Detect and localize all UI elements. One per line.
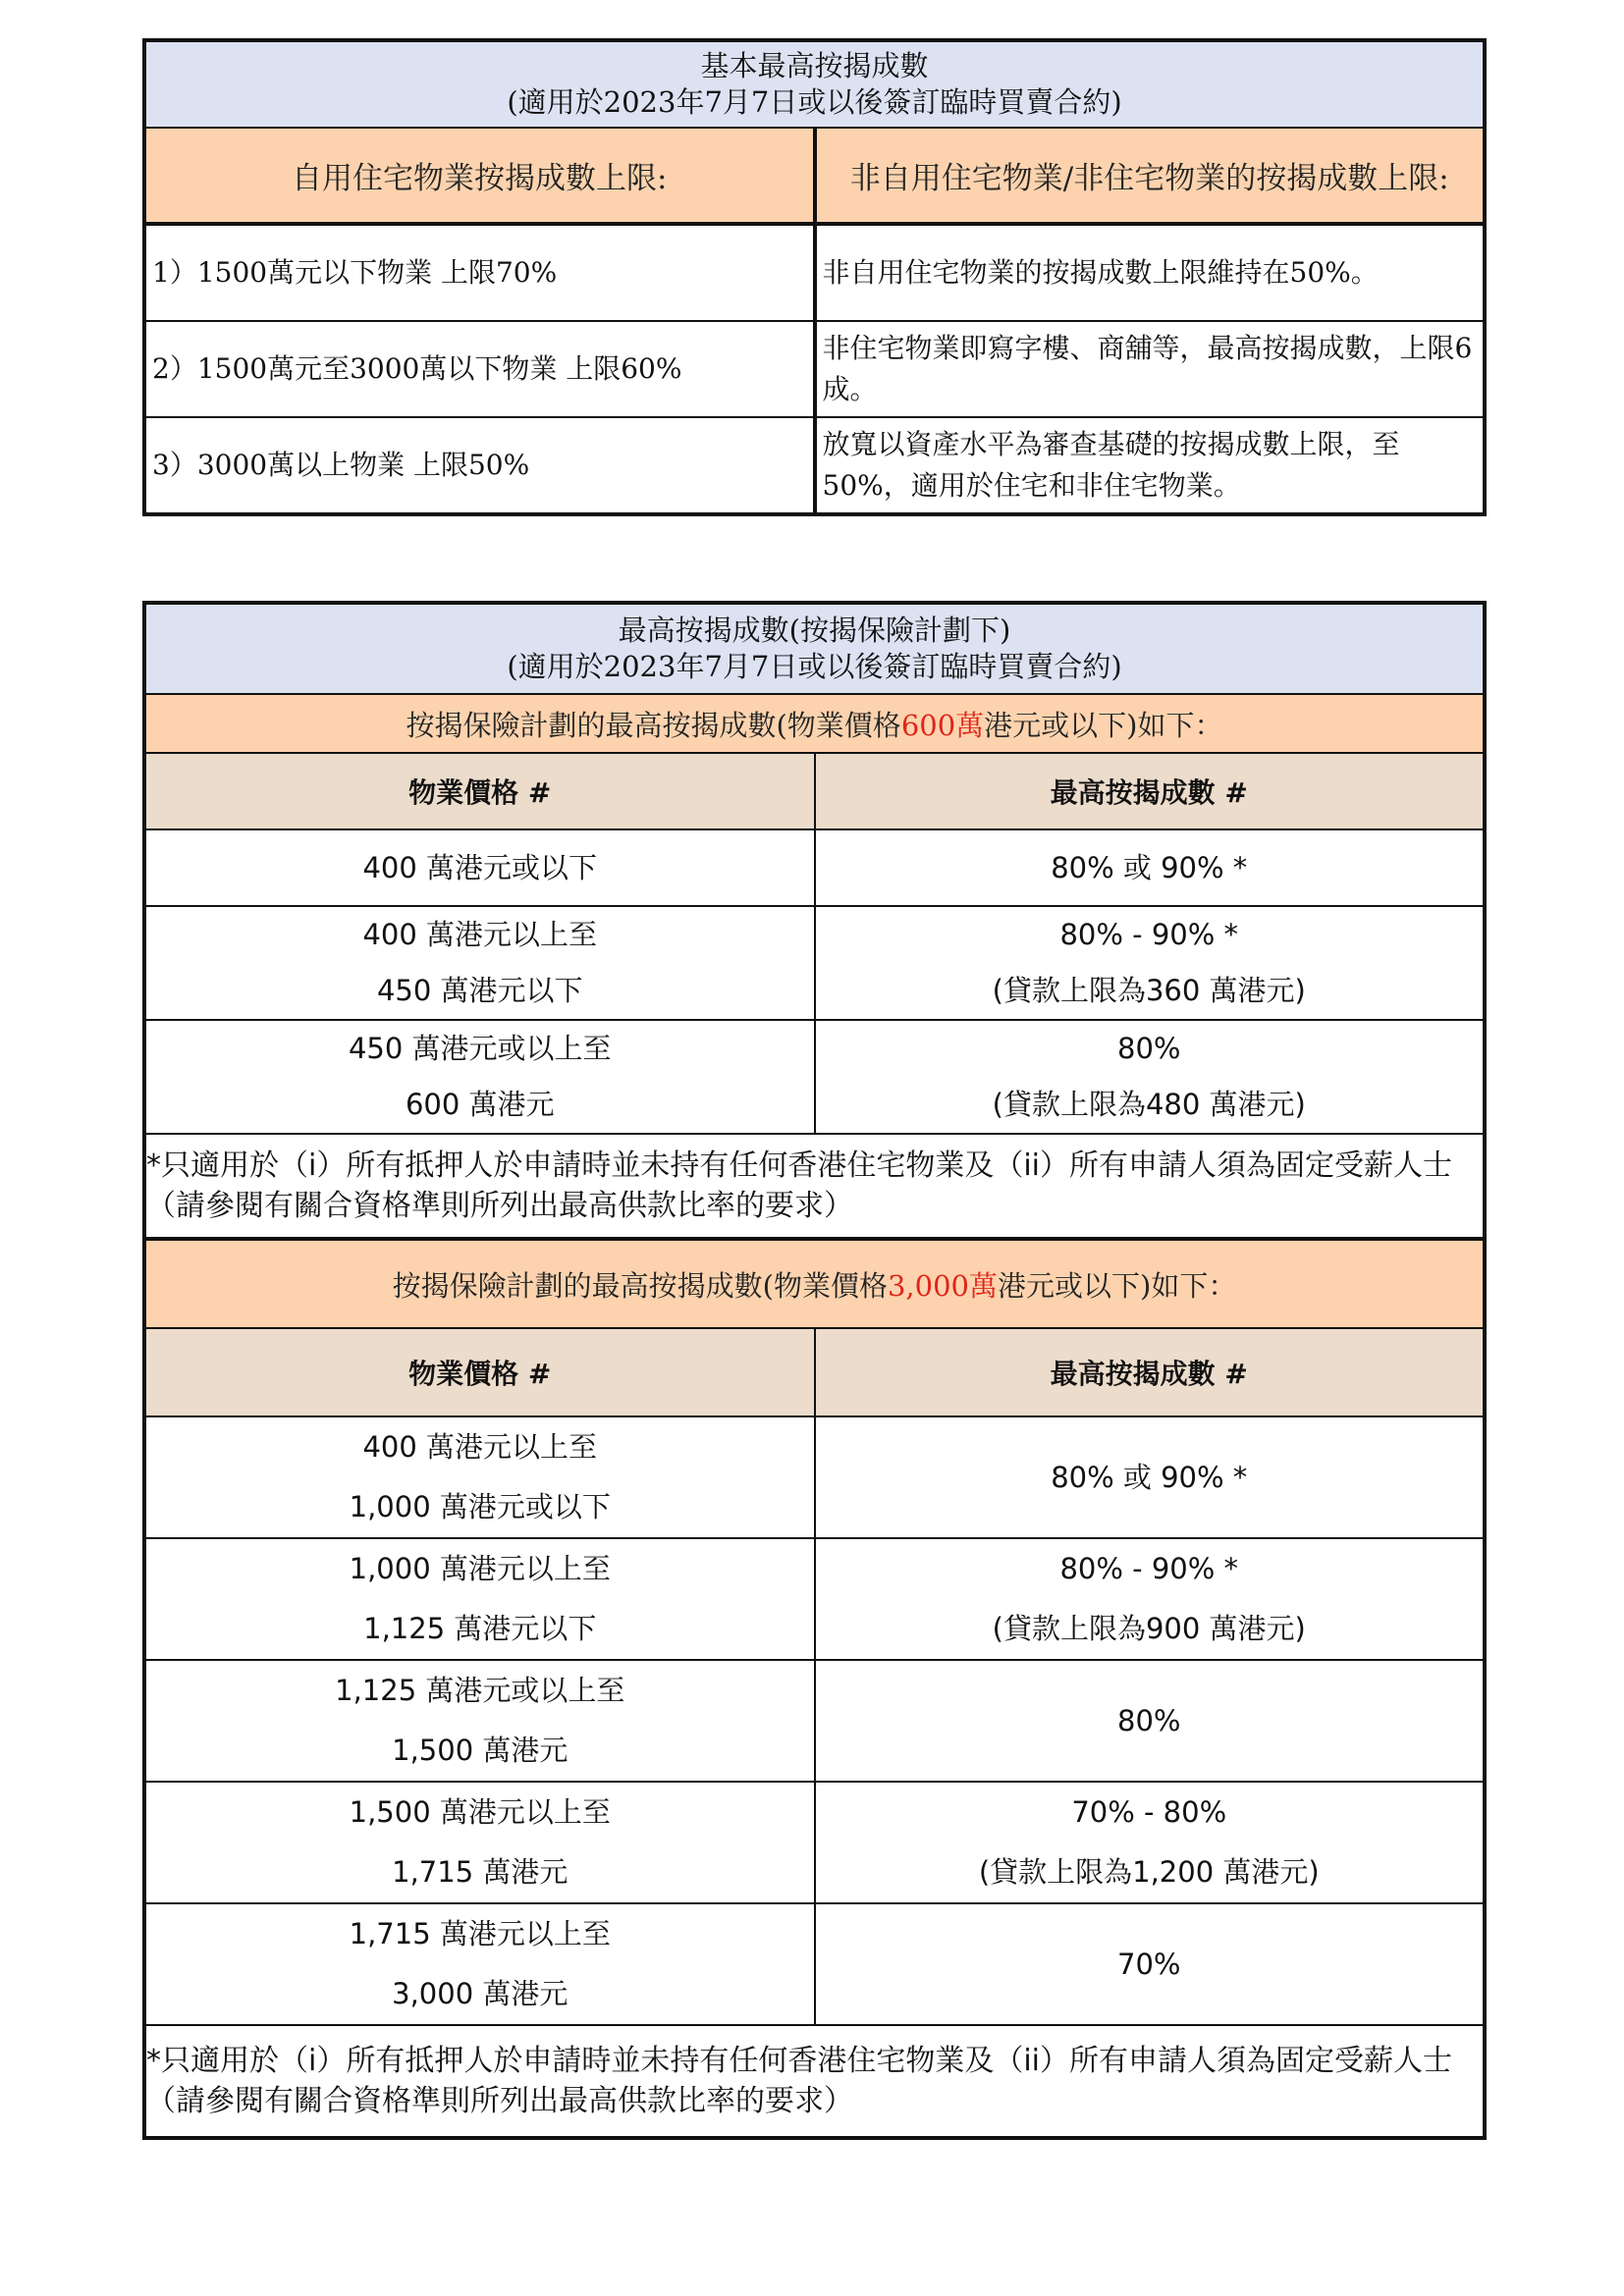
price-text: 1,715 萬港元以上至 xyxy=(349,1917,611,1950)
price-text: 400 萬港元以上至 xyxy=(362,1430,598,1464)
ratio-text: 80% 或 90% * xyxy=(1051,1460,1248,1494)
loan-cap-text: (貸款上限為1,200 萬港元) xyxy=(978,1855,1320,1889)
section2-row4-price xyxy=(144,1782,815,1903)
section2-col-price: 物業價格 # xyxy=(144,1328,815,1416)
section2-row1-price xyxy=(144,1416,815,1538)
section2-title-post: 港元或以下)如下： xyxy=(998,1268,1237,1303)
section1-footnote: *只適用於（i）所有抵押人於申請時並未持有任何香港住宅物業及（ii）所有申請人須為固定受薪人士（請參閱有關合資格準則所列出最高供款比率的要求） xyxy=(144,1134,1485,1239)
price-text: 3,000 萬港元 xyxy=(392,1977,568,2010)
price-text: 1,715 萬港元 xyxy=(392,1855,568,1889)
section2-footnote: *只適用於（i）所有抵押人於申請時並未持有任何香港住宅物業及（ii）所有申請人須為固定受薪人士 （請參閱有關合資格準則所列出最高供款比率的要求） xyxy=(144,2025,1485,2138)
price-text: 1,125 萬港元或以上至 xyxy=(335,1674,625,1707)
section2-row5-price xyxy=(144,1903,815,2025)
section1-col-price: 物業價格 # xyxy=(144,753,815,829)
basic-max-ltv-table xyxy=(142,38,1487,516)
section1-title-highlight: 600萬 xyxy=(900,708,985,742)
section2-row2-price xyxy=(144,1538,815,1660)
price-text: 1,000 萬港元或以下 xyxy=(349,1490,611,1523)
section2-row5-ratio xyxy=(815,1903,1486,2025)
ratio-text: 70% - 80% xyxy=(1071,1795,1227,1829)
section1-row2-ratio xyxy=(815,906,1486,1020)
price-text: 450 萬港元以下 xyxy=(376,974,583,1007)
section2-row3-ratio xyxy=(815,1660,1486,1782)
price-text: 400 萬港元或以下 xyxy=(362,850,598,884)
section1-row2-price xyxy=(144,906,815,1020)
section2-row2-ratio xyxy=(815,1538,1486,1660)
section2-row3-price xyxy=(144,1660,815,1782)
loan-cap-text: (貸款上限為480 萬港元) xyxy=(992,1088,1306,1121)
section2-title-highlight: 3,000萬 xyxy=(887,1268,999,1303)
ratio-text: 80% xyxy=(1117,1703,1181,1737)
loan-cap-text: (貸款上限為360 萬港元) xyxy=(992,974,1306,1007)
section2-title xyxy=(144,1239,1485,1328)
table2-title-cell xyxy=(144,603,1485,694)
non-owner-occupied-limit-2: 非住宅物業即寫字樓、商舖等，最高按揭成數，上限6成。 xyxy=(815,321,1486,417)
table2-subtitle: (適用於2023年7月7日或以後簽訂臨時買賣合約) xyxy=(507,650,1122,683)
price-text: 1,500 萬港元以上至 xyxy=(349,1795,611,1829)
owner-occupied-limit-2: 2）1500萬元至3000萬以下物業 上限60% xyxy=(144,321,815,417)
table1-title: 基本最高按揭成數 xyxy=(700,49,929,82)
ratio-text: 80% xyxy=(1117,1032,1181,1065)
price-text: 400 萬港元以上至 xyxy=(362,918,598,951)
owner-occupied-header: 自用住宅物業按揭成數上限: xyxy=(144,128,815,224)
price-text: 1,000 萬港元以上至 xyxy=(349,1552,611,1585)
owner-occupied-limit-1: 1）1500萬元以下物業 上限70% xyxy=(144,224,815,321)
loan-cap-text: (貸款上限為900 萬港元) xyxy=(992,1612,1306,1645)
section1-row3-ratio xyxy=(815,1020,1486,1134)
section1-title-post: 港元或以下)如下： xyxy=(984,708,1223,742)
ratio-text: 80% - 90% * xyxy=(1059,918,1239,951)
section1-row3-price xyxy=(144,1020,815,1134)
table2-title: 最高按揭成數(按揭保險計劃下) xyxy=(618,614,1011,647)
section1-title-pre: 按揭保險計劃的最高按揭成數(物業價格 xyxy=(406,708,901,742)
ratio-text: 70% xyxy=(1117,1947,1181,1981)
owner-occupied-limit-3: 3）3000萬以上物業 上限50% xyxy=(144,417,815,514)
non-owner-occupied-header: 非自用住宅物業/非住宅物業的按揭成數上限: xyxy=(815,128,1486,224)
price-text: 450 萬港元或以上至 xyxy=(348,1032,612,1065)
section1-title xyxy=(144,694,1485,753)
section2-row1-ratio xyxy=(815,1416,1486,1538)
table1-title-cell xyxy=(144,40,1485,128)
section1-row1-ratio xyxy=(815,829,1486,906)
mortgage-insurance-ltv-table xyxy=(142,601,1487,2140)
price-text: 1,500 萬港元 xyxy=(392,1734,568,1767)
section2-row4-ratio xyxy=(815,1782,1486,1903)
non-owner-occupied-limit-1: 非自用住宅物業的按揭成數上限維持在50%。 xyxy=(815,224,1486,321)
section2-col-ratio: 最高按揭成數 # xyxy=(815,1328,1486,1416)
ratio-text: 80% - 90% * xyxy=(1059,1552,1239,1585)
price-text: 1,125 萬港元以下 xyxy=(363,1612,597,1645)
section1-col-ratio: 最高按揭成數 # xyxy=(815,753,1486,829)
table1-subtitle: (適用於2023年7月7日或以後簽訂臨時買賣合約) xyxy=(507,85,1122,119)
non-owner-occupied-limit-3: 放寬以資產水平為審查基礎的按揭成數上限，至50%，適用於住宅和非住宅物業。 xyxy=(815,417,1486,514)
section1-row1-price xyxy=(144,829,815,906)
section2-title-pre: 按揭保險計劃的最高按揭成數(物業價格 xyxy=(392,1268,888,1303)
price-text: 600 萬港元 xyxy=(405,1088,555,1121)
ratio-text: 80% 或 90% * xyxy=(1051,850,1248,884)
